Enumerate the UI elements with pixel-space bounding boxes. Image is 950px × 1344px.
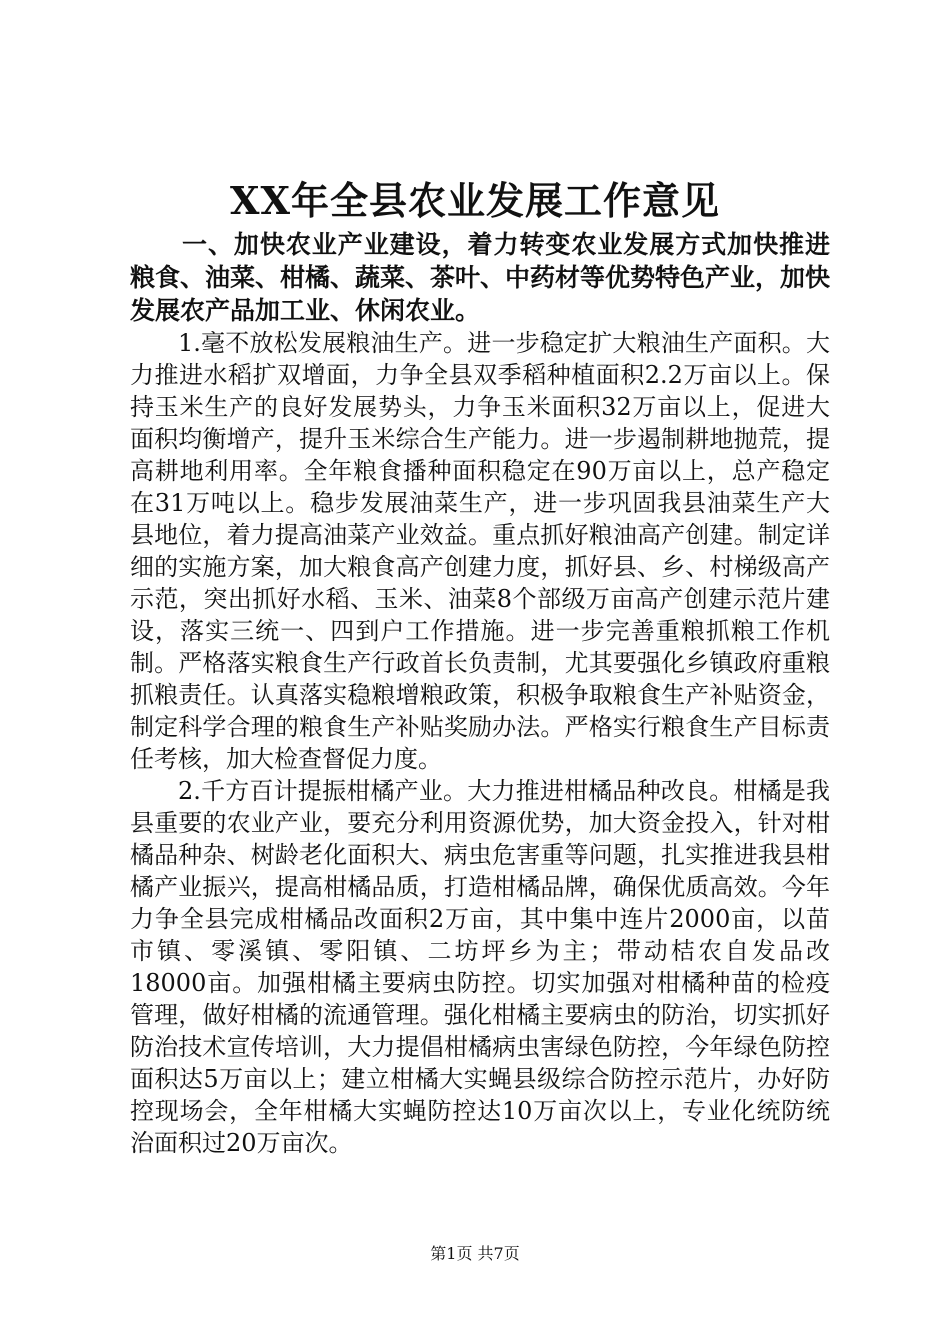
- paragraph-grain-oil: 1.毫不放松发展粮油生产。进一步稳定扩大粮油生产面积。大力推进水稻扩双增面，力争全县双季稻种植面积2.2万亩以上。保持玉米生产的良好发展势头，力争玉米面积32万亩以上，促进大面积均衡增产，提升玉米综合生产能力。进一步遏制耕地抛荒，提高耕地利用率。全年粮食播种面积稳定在90万亩以上，总产稳定在31万吨以上。稳步发展油菜生产，进一步巩固我县油菜生产大县地位，着力提高油菜产业效益。重点抓好粮油高产创建。制定详细的实施方案，加大粮食高产创建力度，抓好县、乡、村梯级高产示范，突出抓好水稻、玉米、油菜8个部级万亩高产创建示范片建设，落实三统一、四到户工作措施。进一步完善重粮抓粮工作机制。严格落实粮食生产行政首长负责制，尤其要强化乡镇政府重粮抓粮责任。认真落实稳粮增粮政策，积极争取粮食生产补贴资金，制定科学合理的粮食生产补贴奖励办法。严格实行粮食生产目标责任考核，加大检查督促力度。: [130, 329, 830, 773]
- page-footer: 第1页 共7页: [430, 1244, 520, 1263]
- document-title: XX年全县农业发展工作意见: [230, 178, 720, 223]
- document-body: [130, 228, 830, 1159]
- section-heading: 一、加快农业产业建设，着力转变农业发展方式加快推进粮食、油菜、柑橘、蔬菜、茶叶、中药材等优势特色产业，加快发展农产品加工业、休闲农业。: [130, 230, 831, 325]
- paragraph-citrus: 2.千方百计提振柑橘产业。大力推进柑橘品种改良。柑橘是我县重要的农业产业，要充分利用资源优势，加大资金投入，针对柑橘品种杂、树龄老化面积大、病虫危害重等问题，扎实推进我县柑橘产业振兴，提高柑橘品质，打造柑橘品牌，确保优质高效。今年力争全县完成柑橘品改面积2万亩，其中集中连片2000亩，以苗市镇、零溪镇、零阳镇、二坊坪乡为主；带动桔农自发品改18000亩。加强柑橘主要病虫防控。切实加强对柑橘种苗的检疫管理，做好柑橘的流通管理。强化柑橘主要病虫的防治，切实抓好防治技术宣传培训，大力提倡柑橘病虫害绿色防控，今年绿色防控面积达5万亩以上；建立柑橘大实蝇县级综合防控示范片，办好防控现场会，全年柑橘大实蝇防控达10万亩次以上，专业化统防统治面积过20万亩次。: [130, 777, 830, 1157]
